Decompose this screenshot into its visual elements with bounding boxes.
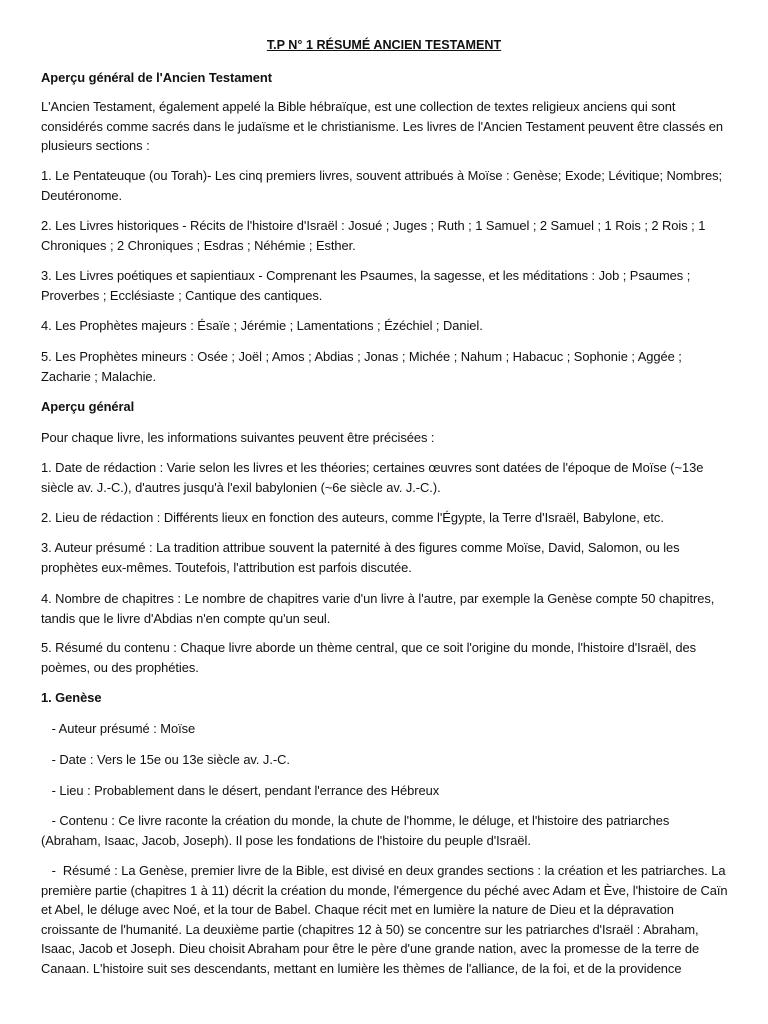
- genese-content: - Contenu : Ce livre raconte la création du monde, la chute de l'homme, le déluge, et l'histoire des patriarches (Abraham, Isaac, Jacob, Joseph). Il pose les fondations de l'histoire du peuple d'Israël.: [41, 813, 673, 848]
- genese-author: - Auteur présumé : Moïse: [41, 721, 196, 736]
- info-item-summary: 5. Résumé du contenu : Chaque livre aborde un thème central, que ce soit l'origine du monde, l'histoire d'Israël, des poèmes, ou des prophéties.: [41, 640, 697, 675]
- info-item-date: 1. Date de rédaction : Varie selon les livres et les théories; certaines œuvres sont datées de l'époque de Moïse (~13e siècle av. J.-C.), d'autres jusqu'à l'exil babylonien (~6e siècle av. J.-C.).: [41, 460, 704, 495]
- genese-date: - Date : Vers le 15e ou 13e siècle av. J.-C.: [41, 752, 290, 767]
- info-intro: Pour chaque livre, les informations suivantes peuvent être précisées :: [41, 430, 435, 445]
- page-title: T.P N° 1 RÉSUMÉ ANCIEN TESTAMENT: [266, 38, 502, 52]
- section-item-4: 4. Les Prophètes majeurs : Ésaïe ; Jérémie ; Lamentations ; Ézéchiel ; Daniel.: [41, 318, 483, 333]
- section-heading-overview: Aperçu général: [41, 399, 135, 414]
- genese-place: - Lieu : Probablement dans le désert, pendant l'errance des Hébreux: [41, 783, 440, 798]
- info-item-chapters: 4. Nombre de chapitres : Le nombre de chapitres varie d'un livre à l'autre, par exemple la Genèse compte 50 chapitres, tandis que le livre d'Abdias n'en compte qu'un seul.: [41, 591, 715, 626]
- info-item-place: 2. Lieu de rédaction : Différents lieux en fonction des auteurs, comme l'Égypte, la Terre d'Israël, Babylone, etc.: [41, 510, 664, 525]
- section-heading-overview-ot: Aperçu général de l'Ancien Testament: [41, 70, 272, 85]
- intro-paragraph: L'Ancien Testament, également appelé la Bible hébraïque, est une collection de textes religieux anciens qui sont considérés comme sacrés dans le judaïsme et le christianisme. Les livres de l'Ancien Testament peuvent être classés en plusieurs sections :: [41, 99, 724, 153]
- section-item-1: 1. Le Pentateuque (ou Torah)- Les cinq premiers livres, souvent attribués à Moïse : Genèse; Exode; Lévitique; Nombres; Deutéronome.: [41, 168, 723, 203]
- genese-summary: - Résumé : La Genèse, premier livre de la Bible, est divisé en deux grandes sections : la création et les patriarches. La première partie (chapitres 1 à 11) décrit la création du monde, l'émergence du péché avec Adam et Ève, l'histoire de Caïn et Abel, le déluge avec Noé, et la tour de Babel. Chaque récit met en lumière la nature de Dieu et la dépravation croissante de l'humanité. La deuxième partie (chapitres 12 à 50) se concentre sur les patriarches d'Israël : Abraham, Isaac, Jacob et Joseph. Dieu choisit Abraham pour être le père d'une grande nation, avec la promesse de la terre de Canaan. L'histoire suit ses descendants, mettant en lumière les thèmes de l'alliance, de la foi, et de la providence: [41, 863, 732, 976]
- section-item-5: 5. Les Prophètes mineurs : Osée ; Joël ; Amos ; Abdias ; Jonas ; Michée ; Nahum ; Habacuc ; Sophonie ; Aggée ; Zacharie ; Malachie.: [41, 349, 682, 384]
- section-item-3: 3. Les Livres poétiques et sapientiaux - Comprenant les Psaumes, la sagesse, et les méditations : Job ; Psaumes ; Proverbes ; Ecclésiaste ; Cantique des cantiques.: [41, 268, 691, 303]
- genese-heading: 1. Genèse: [41, 690, 102, 705]
- info-item-author: 3. Auteur présumé : La tradition attribue souvent la paternité à des figures comme Moïse, David, Salomon, ou les prophètes eux-mêmes. Toutefois, l'attribution est parfois discutée.: [41, 540, 680, 575]
- section-item-2: 2. Les Livres historiques - Récits de l'histoire d'Israël : Josué ; Juges ; Ruth ; 1 Samuel ; 2 Samuel ; 1 Rois ; 2 Rois ; 1 Chroniques ; 2 Chroniques ; Esdras ; Néhémie ; Esther.: [41, 218, 706, 253]
